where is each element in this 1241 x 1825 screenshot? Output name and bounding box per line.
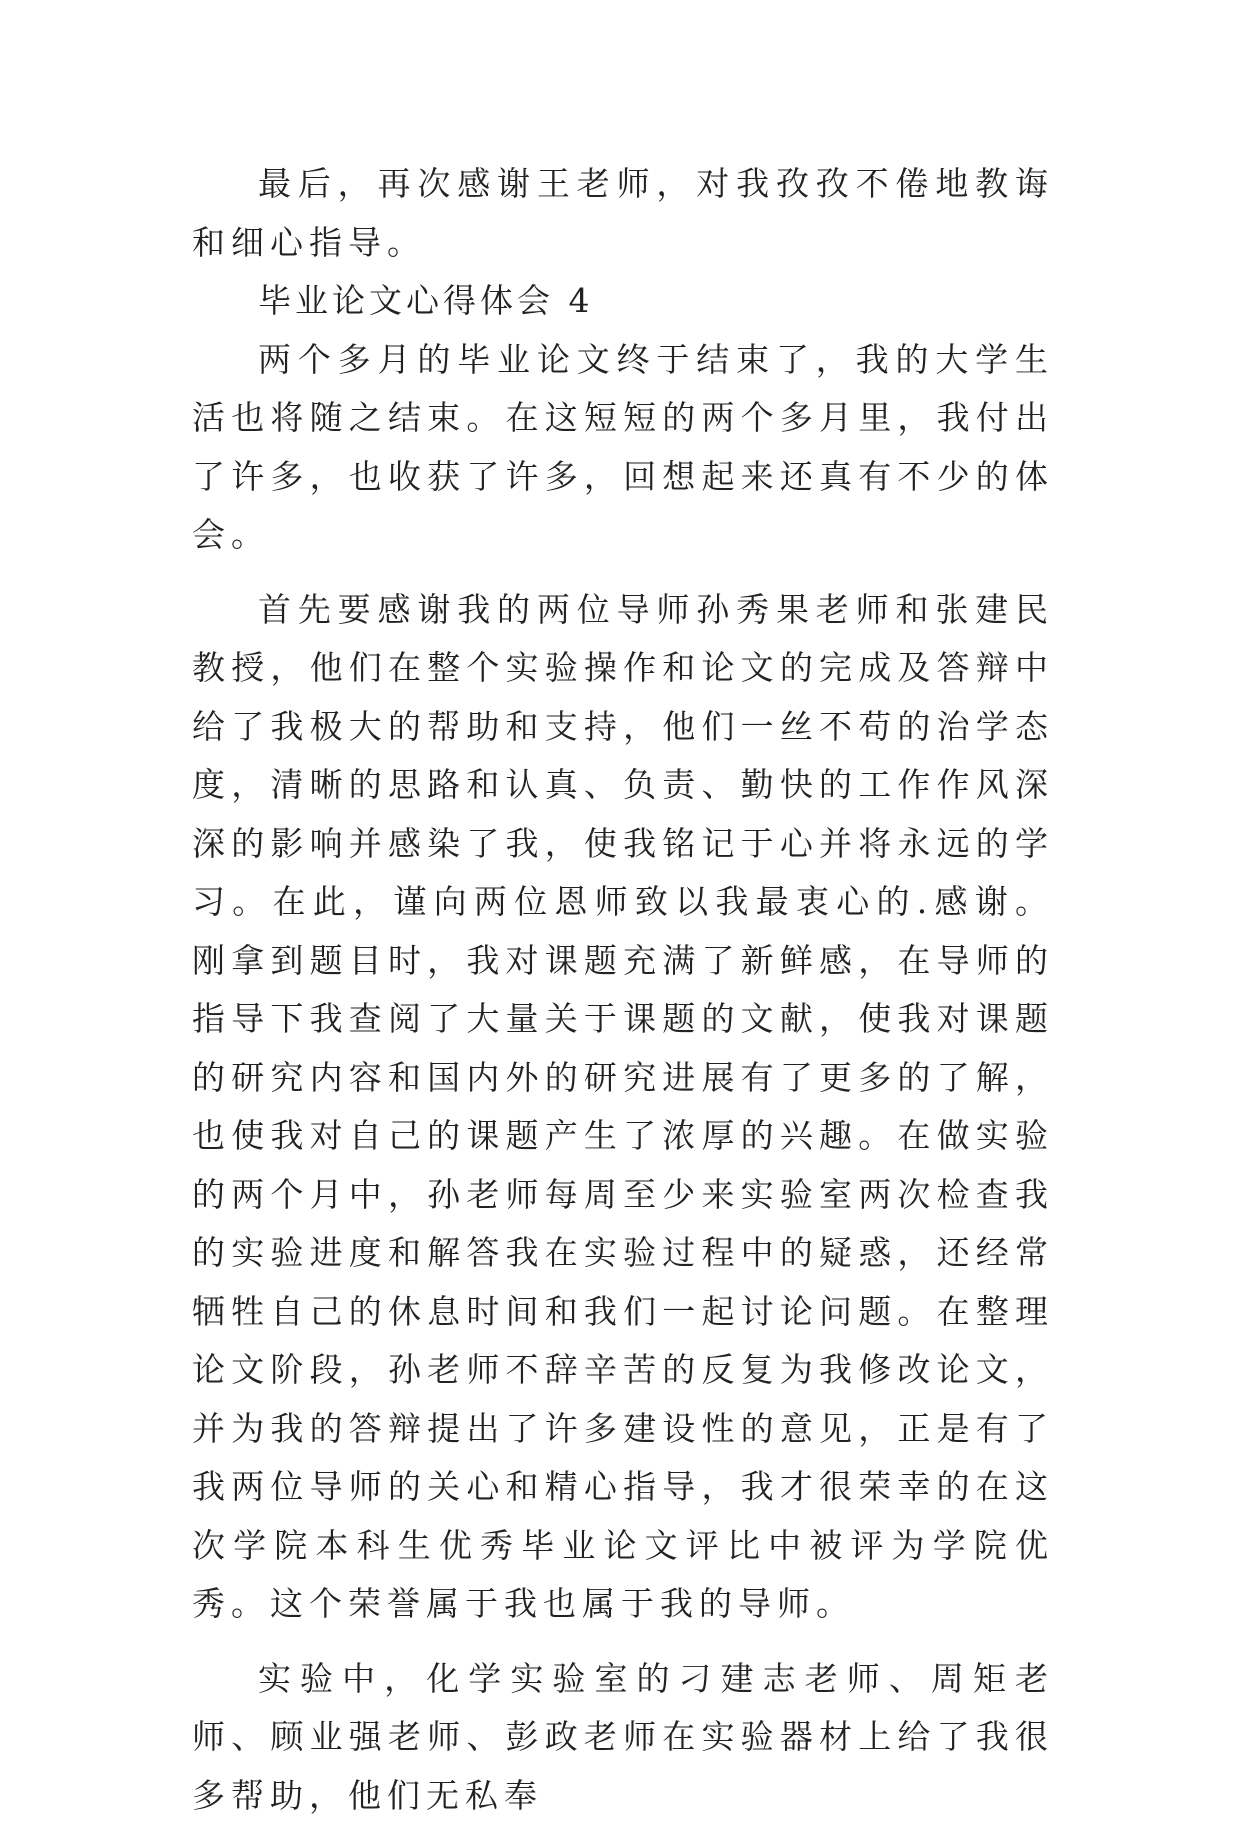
paragraph-closing-thanks: 最后，再次感谢王老师，对我孜孜不倦地教诲和细心指导。: [192, 155, 1054, 272]
document-body: [192, 155, 1054, 1825]
paragraph-thanks-advisors: 首先要感谢我的两位导师孙秀果老师和张建民教授，他们在整个实验操作和论文的完成及答辩中给了我极大的帮助和支持，他们一丝不苟的治学态度，清晰的思路和认真、负责、勤快的工作作风深深的影响并感染了我，使我铭记于心并将永远的学习。在此，谨向两位恩师致以我最衷心的.感谢。刚拿到题目时，我对课题充满了新鲜感，在导师的指导下我查阅了大量关于课题的文献，使我对课题的研究内容和国内外的研究进展有了更多的了解，也使我对自己的课题产生了浓厚的兴趣。在做实验的两个月中，孙老师每周至少来实验室两次检查我的实验进度和解答我在实验过程中的疑惑，还经常牺牲自己的休息时间和我们一起讨论问题。在整理论文阶段，孙老师不辞辛苦的反复为我修改论文，并为我的答辩提出了许多建设性的意见，正是有了我两位导师的关心和精心指导，我才很荣幸的在这次学院本科生优秀毕业论文评比中被评为学院优秀。这个荣誉属于我也属于我的导师。: [192, 581, 1054, 1634]
paragraph-lab-thanks: 实验中，化学实验室的刁建志老师、周矩老师、顾业强老师、彭政老师在实验器材上给了我很多帮助，他们无私奉: [192, 1650, 1054, 1825]
section-heading: 毕业论文心得体会 4: [192, 272, 1054, 331]
paragraph-intro: 两个多月的毕业论文终于结束了，我的大学生活也将随之结束。在这短短的两个多月里，我付出了许多，也收获了许多，回想起来还真有不少的体会。: [192, 331, 1054, 565]
